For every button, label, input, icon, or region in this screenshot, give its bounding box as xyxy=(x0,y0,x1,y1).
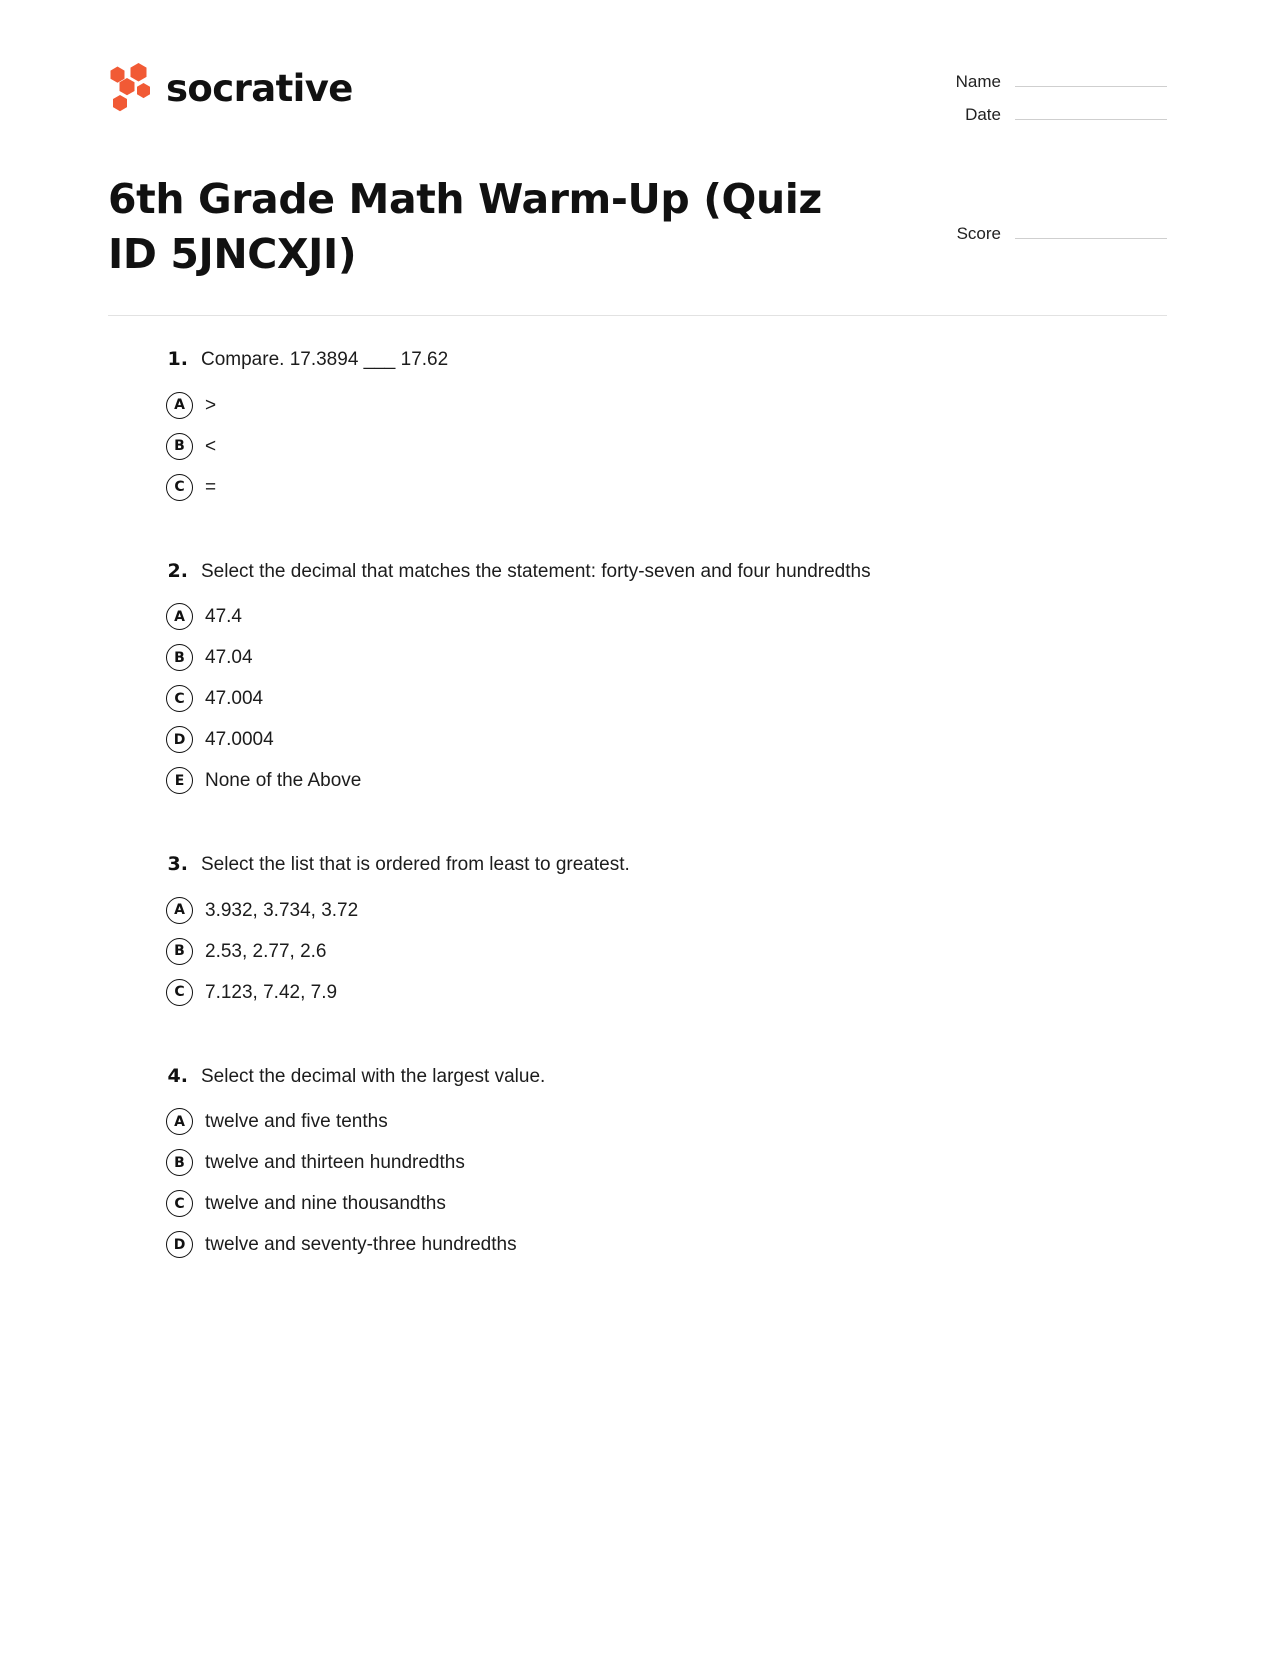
choice-text: twelve and five tenths xyxy=(205,1111,388,1133)
question-header xyxy=(166,1063,1167,1091)
choice-item[interactable] xyxy=(166,385,1167,426)
choice-item[interactable] xyxy=(166,1224,1167,1265)
choice-text: twelve and seventy-three hundredths xyxy=(205,1234,517,1256)
choice-bubble-a[interactable]: A xyxy=(166,603,193,630)
header-divider xyxy=(108,315,1167,316)
choice-bubble-b[interactable]: B xyxy=(166,938,193,965)
question-text: Select the decimal that matches the statement: forty-seven and four hundredths xyxy=(201,560,871,582)
brand-logo xyxy=(108,62,353,112)
question-text: Select the decimal with the largest value. xyxy=(201,1065,546,1087)
choice-item[interactable] xyxy=(166,1142,1167,1183)
name-input-line[interactable] xyxy=(1015,85,1167,87)
date-label: Date xyxy=(965,105,1001,124)
question-text: Compare. 17.3894 ___ 17.62 xyxy=(201,349,449,371)
brand-name: socrative xyxy=(166,67,353,110)
choice-bubble-c[interactable]: C xyxy=(166,979,193,1006)
question-text: Select the list that is ordered from least to greatest. xyxy=(201,854,630,876)
question-number: 4. xyxy=(167,1064,188,1087)
choice-text: = xyxy=(205,476,217,498)
choice-list xyxy=(166,385,1167,508)
choice-bubble-a[interactable]: A xyxy=(166,392,193,419)
choice-bubble-b[interactable]: B xyxy=(166,644,193,671)
choice-list xyxy=(166,1101,1167,1265)
choice-item[interactable] xyxy=(166,467,1167,508)
socrative-hexagon-logo-icon xyxy=(108,62,152,112)
choice-item[interactable] xyxy=(166,1101,1167,1142)
student-fields xyxy=(935,62,1167,138)
choice-bubble-e[interactable]: E xyxy=(166,767,193,794)
question-header xyxy=(166,558,1167,586)
choice-text: 47.0004 xyxy=(205,729,274,751)
score-field-row xyxy=(935,224,1167,244)
choice-item[interactable] xyxy=(166,890,1167,931)
choice-bubble-d[interactable]: D xyxy=(166,1231,193,1258)
choice-item[interactable] xyxy=(166,1183,1167,1224)
choice-list xyxy=(166,596,1167,801)
question-number: 3. xyxy=(167,853,188,876)
choice-text: None of the Above xyxy=(205,770,362,792)
page-header xyxy=(108,0,1167,138)
choice-bubble-c[interactable]: C xyxy=(166,474,193,501)
choice-item[interactable] xyxy=(166,719,1167,760)
question-header xyxy=(166,346,1167,374)
choice-item[interactable] xyxy=(166,678,1167,719)
choice-bubble-a[interactable]: A xyxy=(166,897,193,924)
choice-text: 47.004 xyxy=(205,688,264,710)
choice-item[interactable] xyxy=(166,972,1167,1013)
choice-item[interactable] xyxy=(166,637,1167,678)
choice-item[interactable] xyxy=(166,426,1167,467)
title-block xyxy=(108,172,1167,281)
question-item xyxy=(166,1063,1167,1266)
choice-bubble-a[interactable]: A xyxy=(166,1108,193,1135)
question-item xyxy=(166,851,1167,1013)
choice-text: 2.53, 2.77, 2.6 xyxy=(205,940,327,962)
choice-bubble-c[interactable]: C xyxy=(166,685,193,712)
page-title: 6th Grade Math Warm-Up (Quiz ID 5JNCXJI) xyxy=(108,175,822,278)
choice-bubble-b[interactable]: B xyxy=(166,1149,193,1176)
choice-bubble-d[interactable]: D xyxy=(166,726,193,753)
choice-text: < xyxy=(205,435,217,457)
date-field-row xyxy=(935,105,1167,125)
choice-text: > xyxy=(205,394,217,416)
name-label: Name xyxy=(955,72,1001,91)
name-field-row xyxy=(935,72,1167,92)
choice-item[interactable] xyxy=(166,760,1167,801)
choice-list xyxy=(166,890,1167,1013)
question-header xyxy=(166,851,1167,879)
choice-item[interactable] xyxy=(166,931,1167,972)
question-number: 2. xyxy=(167,559,188,582)
choice-bubble-c[interactable]: C xyxy=(166,1190,193,1217)
choice-text: 47.4 xyxy=(205,606,242,628)
choice-bubble-b[interactable]: B xyxy=(166,433,193,460)
choice-text: 7.123, 7.42, 7.9 xyxy=(205,981,338,1003)
score-label: Score xyxy=(956,224,1001,243)
question-item xyxy=(166,558,1167,802)
question-number: 1. xyxy=(167,348,188,371)
choice-item[interactable] xyxy=(166,596,1167,637)
choice-text: 47.04 xyxy=(205,647,253,669)
score-field-wrap xyxy=(935,172,1167,257)
questions-list xyxy=(108,346,1167,1265)
score-input-line[interactable] xyxy=(1015,237,1167,239)
choice-text: twelve and nine thousandths xyxy=(205,1193,446,1215)
question-item xyxy=(166,346,1167,508)
choice-text: twelve and thirteen hundredths xyxy=(205,1152,465,1174)
date-input-line[interactable] xyxy=(1015,118,1167,120)
choice-text: 3.932, 3.734, 3.72 xyxy=(205,899,359,921)
